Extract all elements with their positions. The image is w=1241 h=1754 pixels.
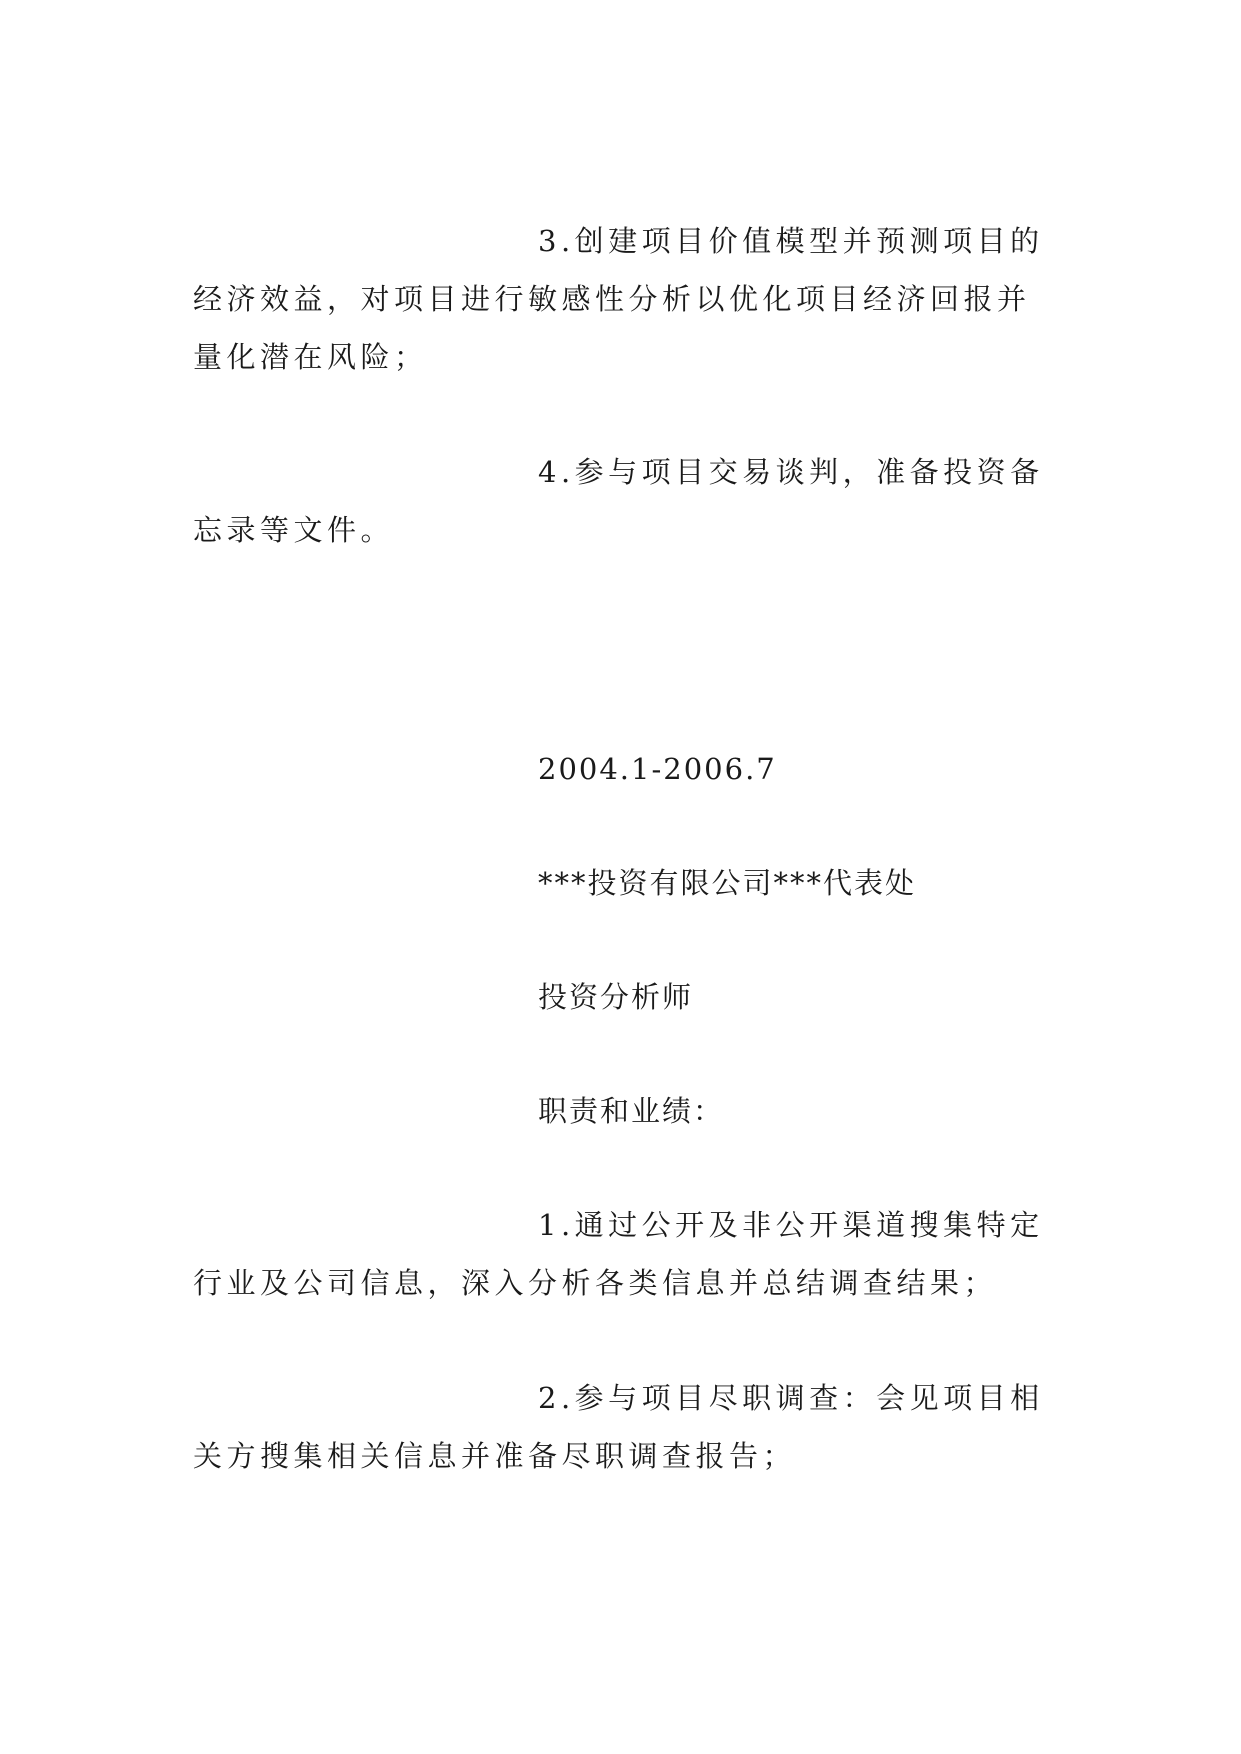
company-name: ***投资有限公司***代表处: [538, 866, 917, 900]
paragraph-duty-2: 2.参与项目尽职调查：会见项目相关方搜集相关信息并准备尽职调查报告；: [193, 1381, 1044, 1473]
employment-period: 2004.1-2006.7: [538, 752, 777, 786]
paragraph-item-3: 3.创建项目价值模型并预测项目的经济效益，对项目进行敏感性分析以优化项目经济回报并量化潜在风险；: [193, 224, 1044, 374]
paragraph-duty-1: 1.通过公开及非公开渠道搜集特定行业及公司信息，深入分析各类信息并总结调查结果；: [193, 1208, 1044, 1300]
job-title: 投资分析师: [538, 980, 694, 1014]
paragraph-item-4: 4.参与项目交易谈判，准备投资备忘录等文件。: [193, 455, 1044, 547]
duties-heading: 职责和业绩：: [538, 1094, 725, 1128]
